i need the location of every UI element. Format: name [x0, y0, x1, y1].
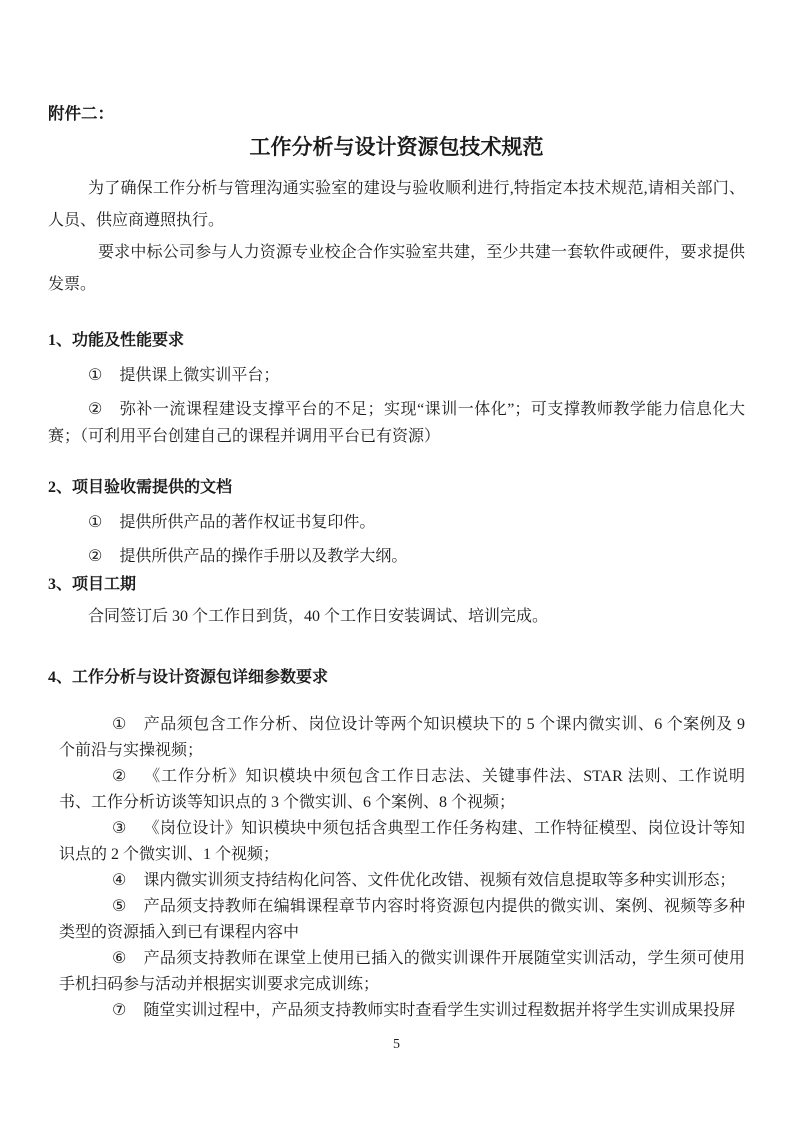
item-text: 随堂实训过程中，产品须支持教师实时查看学生实训过程数据并将学生实训成果投屏 [143, 1002, 736, 1019]
page-number: 5 [393, 1037, 400, 1052]
item-marker: ⑤ [112, 898, 127, 915]
list-item [48, 543, 745, 570]
list-item [48, 396, 745, 450]
list-item [48, 509, 745, 536]
document-title: 工作分析与设计资源包技术规范 [249, 135, 544, 159]
item-text: 产品须包含工作分析、岗位设计等两个知识模块下的 5 个课内微实训、6 个案例及 9 个前沿与实操视频； [59, 716, 745, 759]
item-text: 提供所供产品的著作权证书复印件。 [119, 514, 376, 531]
item-marker: ① [88, 367, 103, 384]
list-item [59, 764, 745, 816]
item-text: 产品须支持教师在课堂上使用已插入的微实训课件开展随堂实训活动，学生须可使用手机扫码参与活动并根据实训要求完成训练； [59, 950, 745, 993]
list-item [59, 998, 745, 1024]
item-marker: ④ [112, 872, 127, 889]
item-marker: ① [112, 716, 127, 733]
item-marker: ⑦ [112, 1002, 127, 1019]
item-text: 课内微实训须支持结构化问答、文件优化改错、视频有效信息提取等多种实训形态； [143, 872, 736, 889]
section-3-body: 合同签订后 30 个工作日到货，40 个工作日安装调试、培训完成。 [88, 608, 549, 625]
section-4-item-list [59, 712, 745, 1024]
intro-paragraph-1: 为了确保工作分析与管理沟通实验室的建设与验收顺利进行,特指定本技术规范,请相关部门、人员、供应商遵照执行。 [48, 180, 745, 229]
item-text: 《工作分析》知识模块中须包含工作日志法、关键事件法、STAR 法则、工作说明书、工作分析访谈等知识点的 3 个微实训、6 个案例、8 个视频； [59, 768, 746, 811]
item-marker: ② [88, 548, 103, 565]
item-marker: ⑥ [112, 950, 127, 967]
section-3-heading: 3、项目工期 [48, 576, 137, 593]
section-functional-requirements [48, 329, 745, 450]
item-text: 《岗位设计》知识模块中须包括含典型工作任务构建、工作特征模型、岗位设计等知识点的 2 个微实训、1 个视频； [59, 820, 745, 863]
intro-paragraph-2: 要求中标公司参与人力资源专业校企合作实验室共建，至少共建一套软件或硬件，要求提供发票。 [48, 244, 745, 293]
item-marker: ③ [112, 820, 127, 837]
item-text: 弥补一流课程建设支撑平台的不足；实现“课训一体化”；可支撑教师教学能力信息化大赛；（可利用平台创建自己的课程并调用平台已有资源） [48, 401, 745, 445]
item-marker: ① [88, 514, 103, 531]
item-text: 提供课上微实训平台； [119, 367, 280, 384]
section-1-heading: 1、功能及性能要求 [48, 332, 185, 349]
list-item [59, 712, 745, 764]
section-4-heading: 4、工作分析与设计资源包详细参数要求 [48, 669, 329, 686]
item-marker: ② [112, 768, 128, 785]
item-text: 提供所供产品的操作手册以及教学大纲。 [119, 548, 408, 565]
attachment-label: 附件二： [48, 104, 114, 123]
section-detailed-parameters [48, 666, 745, 1024]
section-2-heading: 2、项目验收需提供的文档 [48, 479, 233, 496]
item-marker: ② [88, 401, 103, 418]
section-project-duration [48, 573, 745, 630]
item-text: 产品须支持教师在编辑课程章节内容时将资源包内提供的微实训、案例、视频等多种类型的资源插入到已有课程内容中 [59, 898, 745, 941]
list-item [59, 868, 745, 894]
list-item [59, 894, 745, 946]
section-acceptance-documents [48, 476, 745, 570]
list-item [48, 362, 745, 389]
list-item [59, 946, 745, 998]
list-item [59, 816, 745, 868]
